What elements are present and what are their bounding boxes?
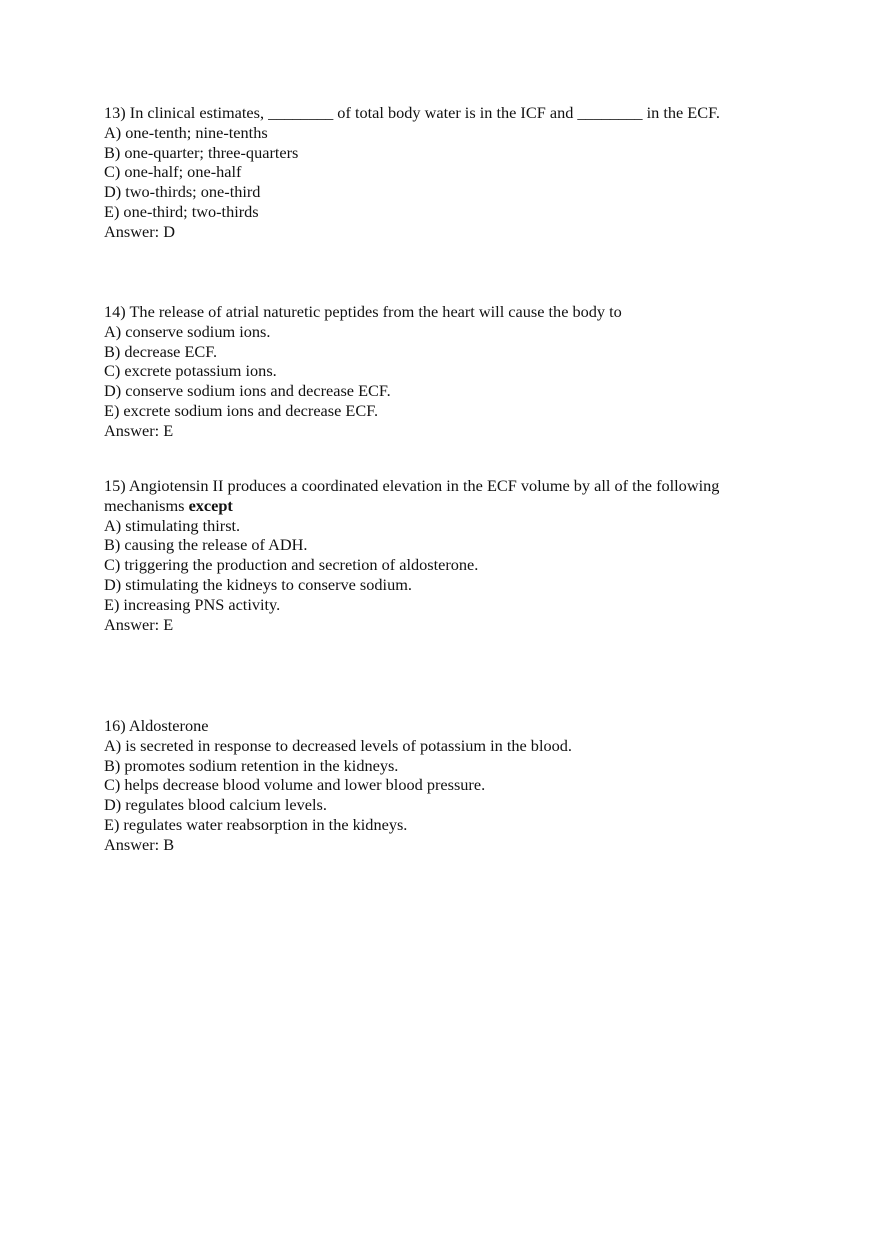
stem-emphasis: except [188,495,233,515]
question-stem: 16) Aldosterone [104,716,209,735]
option-b: B) promotes sodium retention in the kidneys. [104,755,399,775]
question-stem: 13) In clinical estimates, ________ of total body water is in the ICF and ________ in the ECF. [104,103,720,122]
answer: Answer: B [104,834,175,854]
question-15 [104,476,784,634]
option-e: E) excrete sodium ions and decrease ECF. [104,400,379,420]
option-a: A) is secreted in response to decreased levels of potassium in the blood. [104,735,572,755]
option-a: A) one-tenth; nine-tenths [104,122,268,142]
option-b: B) decrease ECF. [104,341,218,361]
answer: Answer: E [104,420,174,440]
option-d: D) two-thirds; one-third [104,182,261,202]
option-a: A) conserve sodium ions. [104,321,271,341]
option-d: D) stimulating the kidneys to conserve sodium. [104,574,412,594]
option-c: C) helps decrease blood volume and lower blood pressure. [104,775,486,795]
question-13 [104,103,784,242]
answer: Answer: E [104,614,174,634]
option-b: B) one-quarter; three-quarters [104,142,299,162]
option-a: A) stimulating thirst. [104,515,241,535]
question-16 [104,716,784,855]
option-e: E) increasing PNS activity. [104,594,281,614]
question-stem-container [104,476,784,516]
question-stem: 15) Angiotensin II produces a coordinated elevation in the ECF volume by all of the following mechanisms [104,476,720,515]
option-e: E) one-third; two-thirds [104,201,259,221]
question-stem: 14) The release of atrial naturetic peptides from the heart will cause the body to [104,302,622,321]
answer: Answer: D [104,221,175,241]
question-14 [104,302,784,441]
option-d: D) regulates blood calcium levels. [104,795,327,815]
option-d: D) conserve sodium ions and decrease ECF. [104,381,391,401]
option-c: C) triggering the production and secretion of aldosterone. [104,555,479,575]
option-e: E) regulates water reabsorption in the kidneys. [104,814,408,834]
option-c: C) one-half; one-half [104,162,242,182]
option-c: C) excrete potassium ions. [104,361,277,381]
option-b: B) causing the release of ADH. [104,535,308,555]
